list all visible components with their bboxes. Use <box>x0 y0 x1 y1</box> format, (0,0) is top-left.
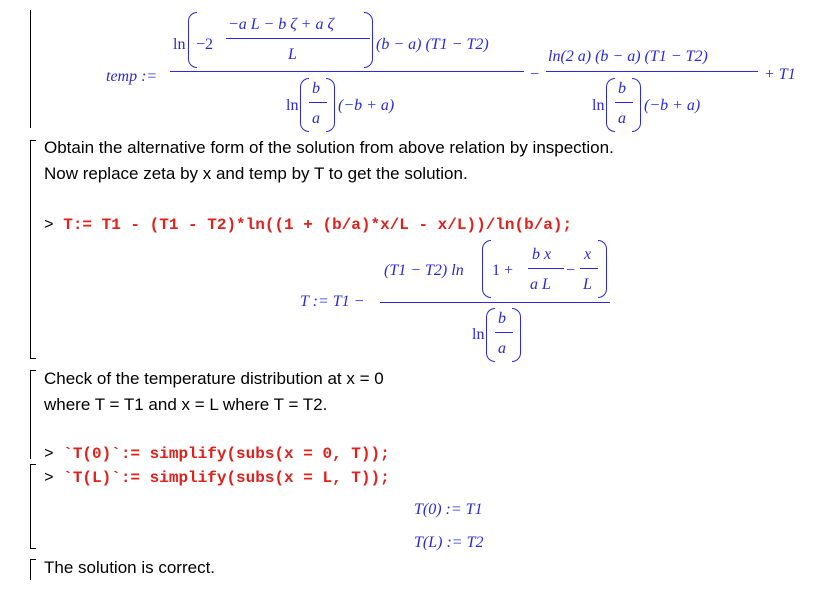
temp-minus: − <box>530 66 540 83</box>
text-block-1-line1[interactable]: Obtain the alternative form of the solution from above relation by inspection. <box>44 138 614 157</box>
T-den-frac-bar <box>495 332 513 333</box>
T-bx-frac-bar <box>528 268 564 269</box>
input-2-code[interactable]: `T(0)`:= simplify(subs(x = 0, T)); <box>63 445 390 463</box>
term1-inner-denominator: L <box>288 46 297 63</box>
T-num-head: (T1 − T2) ln <box>384 262 464 279</box>
term1-den-left-paren <box>300 78 309 132</box>
output-T0: T(0) := T1 <box>414 501 483 518</box>
prompt-2: > <box>44 445 54 463</box>
term2-den-ln: ln <box>592 97 605 114</box>
group-bracket-conclusion[interactable] <box>30 559 36 580</box>
term1-minus-two: −2 <box>196 36 214 53</box>
temp-plus-t1: + T1 <box>764 66 796 83</box>
prompt-1: > <box>44 216 54 234</box>
term1-num-ln: ln <box>173 36 186 53</box>
term1-right-paren <box>364 12 373 68</box>
T-x: x <box>584 246 592 263</box>
group-bracket-output[interactable] <box>30 10 31 128</box>
T-den-ln: ln <box>472 326 485 343</box>
term1-den-tail: (−b + a) <box>338 97 395 114</box>
T-num-one-plus: 1 + <box>492 262 514 279</box>
T-den-left-paren <box>486 308 495 362</box>
T-den-a: a <box>498 340 506 357</box>
T-num-right-paren <box>598 240 607 298</box>
term1-den-frac-bar <box>309 102 327 103</box>
term1-inner-numerator: −a L − b ζ + a ζ <box>228 16 334 33</box>
text-block-1-line2[interactable]: Now replace zeta by x and temp by T to get the solution. <box>44 164 468 183</box>
term1-den-b: b <box>312 80 320 97</box>
prompt-3: > <box>44 469 54 487</box>
term2-numerator: ln(2 a) (b − a) (T1 − T2) <box>548 48 708 65</box>
temp-lhs: temp := <box>106 68 158 85</box>
term2-den-a: a <box>618 110 626 127</box>
T-x-frac-bar <box>580 268 598 269</box>
term2-den-right-paren <box>632 78 641 132</box>
T-den-right-paren <box>512 308 521 362</box>
T-minus: − <box>566 262 576 279</box>
input-1-code[interactable]: T:= T1 - (T1 - T2)*ln((1 + (b/a)*x/L - x/L))/ln(b/a); <box>63 216 573 234</box>
term2-fraction-bar <box>546 71 758 72</box>
group-bracket-solution-bottom <box>30 140 36 359</box>
term1-den-ln: ln <box>286 97 299 114</box>
group-bracket-check[interactable] <box>30 370 36 459</box>
T-fraction-bar <box>380 302 610 303</box>
T-L: L <box>583 276 592 293</box>
T-lhs: T := T1 − <box>300 293 365 310</box>
input-line-2[interactable] <box>44 444 390 464</box>
term2-den-b: b <box>618 80 626 97</box>
T-aL: a L <box>530 276 551 293</box>
term2-den-tail: (−b + a) <box>644 97 701 114</box>
term1-den-right-paren <box>326 78 335 132</box>
term2-den-frac-bar <box>615 102 633 103</box>
output-TL: T(L) := T2 <box>414 534 484 551</box>
input-3-code[interactable]: `T(L)`:= simplify(subs(x = L, T)); <box>63 469 390 487</box>
T-den-b: b <box>498 310 506 327</box>
text-block-3-line1[interactable]: The solution is correct. <box>44 558 216 577</box>
T-bx: b x <box>532 246 552 263</box>
group-bracket-result-bottom <box>30 464 36 549</box>
text-block-2-line2[interactable]: where T = T1 and x = L where T = T2. <box>44 395 328 414</box>
input-line-1[interactable] <box>44 215 572 235</box>
text-block-2-line1[interactable]: Check of the temperature distribution at x = 0 <box>44 369 384 388</box>
term1-den-a: a <box>312 110 320 127</box>
term1-fraction-bar <box>170 71 524 72</box>
term2-den-left-paren <box>606 78 615 132</box>
term1-num-tail: (b − a) (T1 − T2) <box>376 36 489 53</box>
input-line-3[interactable] <box>44 468 390 488</box>
T-num-left-paren <box>482 240 491 298</box>
term1-inner-fraction-bar <box>226 38 370 39</box>
